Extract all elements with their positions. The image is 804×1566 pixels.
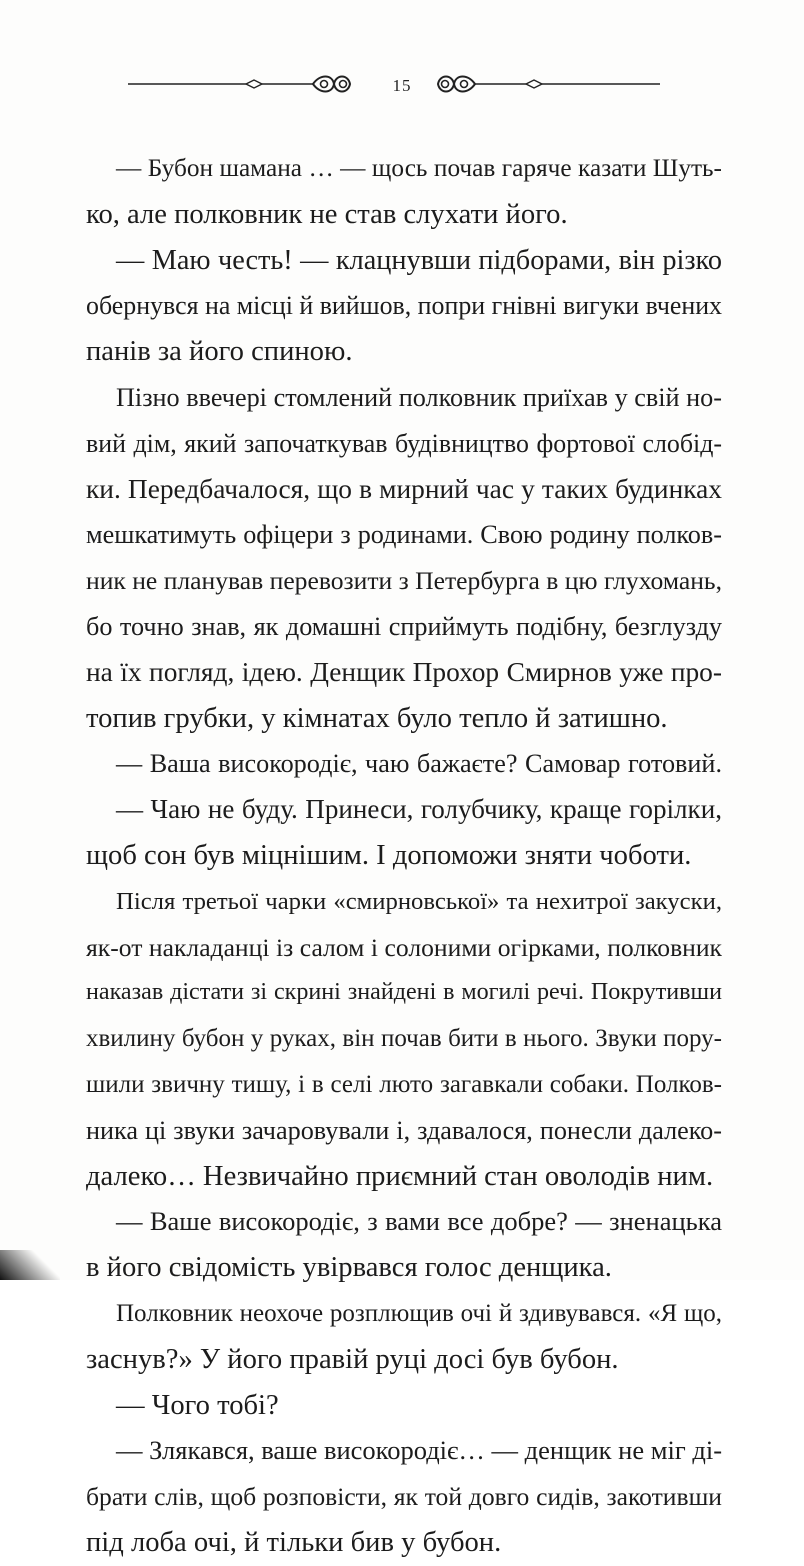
text-line: ко, але полковник не став слухати його. xyxy=(86,198,568,230)
text-line: топив грубки, у кімнатах було тепло й затишно. xyxy=(86,702,668,734)
text-line: в його свідомість увірвався голос денщика. xyxy=(86,1252,612,1284)
page-number: 15 xyxy=(392,76,412,95)
text-line: — Маю честь! — клацнувши підборами, він різко xyxy=(116,244,722,276)
text-line: панів за його спиною. xyxy=(86,336,353,368)
text-line: Полковник неохоче розплющив очі й здивувався. «Я що, xyxy=(116,1299,722,1327)
text-line: — Бубон шамана … — щось почав гаряче казати Шуть- xyxy=(116,154,722,182)
text-line: щоб сон був міцнішим. І допоможи зняти чоботи. xyxy=(86,839,692,871)
text-line: — Чаю не буду. Принеси, голубчику, краще горілки, xyxy=(116,794,722,825)
scan-shadow xyxy=(0,1250,60,1280)
text-line: заснув?» У його правій руці досі був бубон. xyxy=(86,1343,619,1375)
text-line: мешкатимуть офіцери з родинами. Свою родину полков- xyxy=(86,520,722,550)
body-text xyxy=(86,146,722,1566)
text-line: далеко… Незвичайно приємний стан оволодів ним. xyxy=(86,1160,714,1192)
text-line: брати слів, щоб розповісти, як той довго сидів, закотивши xyxy=(86,1482,722,1512)
text-line: наказав дістати зі скрині знайдені в могилі речі. Покрутивши xyxy=(86,979,722,1006)
text-line: Пізно ввечері стомлений полковник приїхав у свій но- xyxy=(116,382,722,412)
text-line: на їх погляд, ідею. Денщик Прохор Смирнов уже про- xyxy=(86,656,722,687)
text-line: ника ці звуки зачаровували і, здавалося, понесли далеко- xyxy=(86,1115,722,1145)
text-line: — Злякався, ваше високородіє… — денщик не міг ді- xyxy=(116,1435,723,1466)
text-line: бо точно знав, як домашні сприймуть подібну, безглузду xyxy=(86,611,722,641)
text-line: — Чого тобі? xyxy=(116,1389,279,1421)
text-line: ки. Передбачалося, що в мирний час у таких будинках xyxy=(86,473,722,504)
text-line: хвилину бубон у руках, він почав бити в нього. Звуки пору- xyxy=(86,1025,722,1053)
text-line: Після третьої чарки «смирновської» та нехитрої закуски, xyxy=(116,887,722,915)
text-line: — Ваше високородіє, з вами все добре? — зненацька xyxy=(116,1206,722,1237)
text-line: обернувся на місці й вийшов, попри гнівні вигуки вчених xyxy=(86,291,722,321)
text-line: шили звичну тишу, і в селі люто загавкали собаки. Полков- xyxy=(86,1070,722,1098)
text-line: — Ваша високородіє, чаю бажаєте? Самовар готовий. xyxy=(116,749,722,779)
text-line: як-от накладанці із салом і солоними огірками, полковник xyxy=(86,932,722,962)
text-line: під лоба очі, й тільки бив у бубон. xyxy=(86,1526,502,1558)
text-line: ник не планував перевозити з Петербурга в цю глухомань, xyxy=(86,566,722,596)
text-line: вий дім, який започаткував будівництво фортової слобід- xyxy=(86,428,722,458)
